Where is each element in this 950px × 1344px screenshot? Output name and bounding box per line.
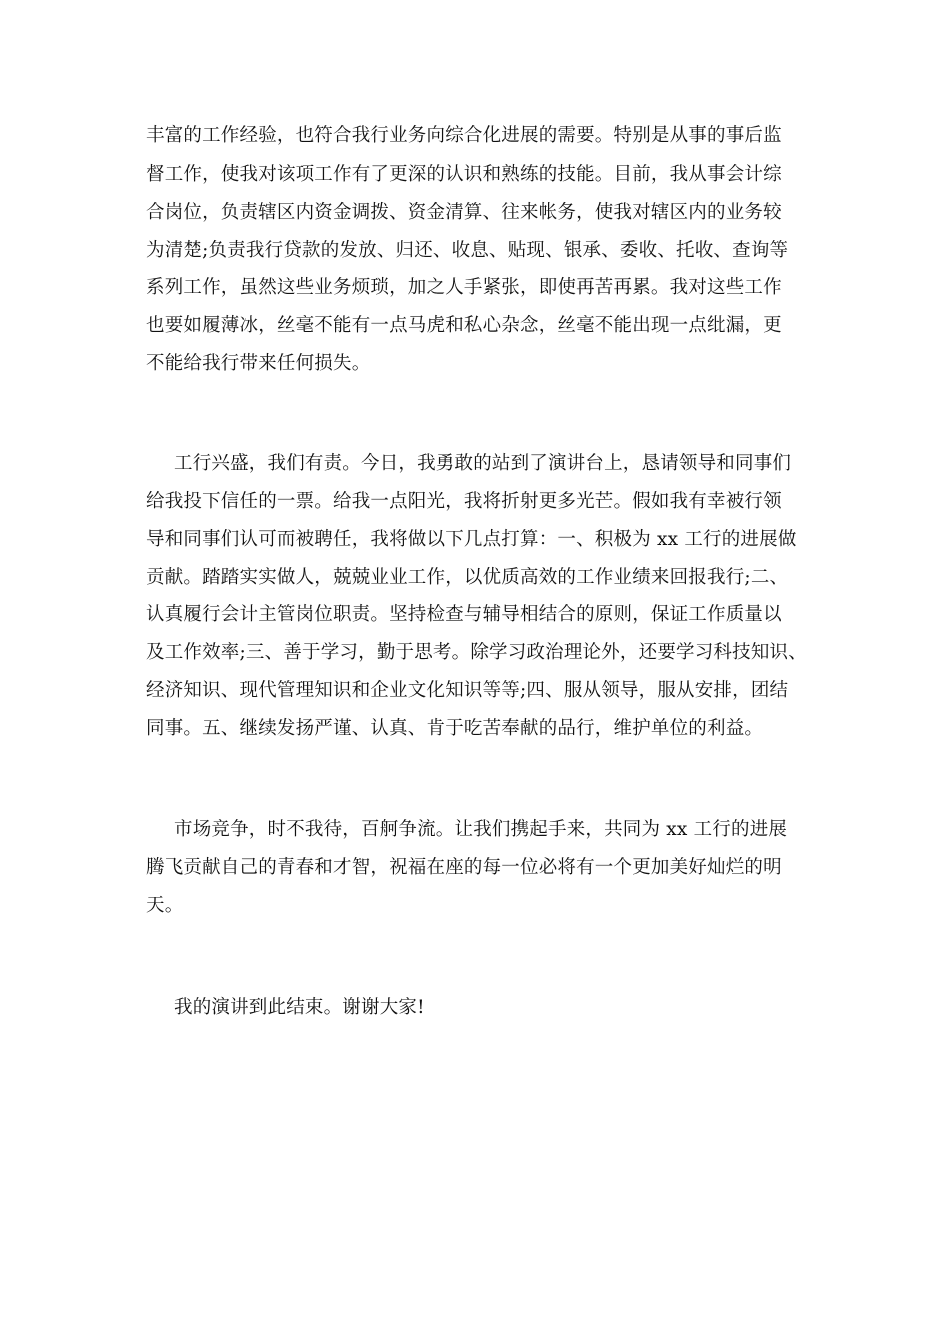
paragraph-1-line-2: 督工作，使我对该项工作有了更深的认识和熟练的技能。目前，我从事会计综 bbox=[146, 164, 782, 185]
paragraph-2-line-3: 导和同事们认可而被聘任，我将做以下几点打算：一、积极为 xx 工行的进展做 bbox=[146, 529, 797, 550]
paragraph-4-line-1: 我的演讲到此结束。谢谢大家! bbox=[174, 997, 425, 1018]
paragraph-1-line-3: 合岗位，负责辖区内资金调拨、资金清算、往来帐务，使我对辖区内的业务较 bbox=[146, 202, 782, 223]
paragraph-2-line-6: 及工作效率;三、善于学习，勤于思考。除学习政治理论外，还要学习科技知识、 bbox=[146, 642, 807, 663]
paragraph-2-line-7: 经济知识、现代管理知识和企业文化知识等等;四、服从领导，服从安排，团结 bbox=[146, 680, 789, 701]
paragraph-3-line-2: 腾飞贡献自己的青春和才智，祝福在座的每一位必将有一个更加美好灿烂的明 bbox=[146, 857, 782, 878]
paragraph-1-line-7: 不能给我行带来任何损失。 bbox=[146, 353, 371, 374]
paragraph-3-line-1: 市场竞争，时不我待，百舸争流。让我们携起手来，共同为 xx 工行的进展 bbox=[174, 819, 788, 840]
paragraph-2-line-5: 认真履行会计主管岗位职责。坚持检查与辅导相结合的原则，保证工作质量以 bbox=[146, 604, 782, 625]
paragraph-1-line-5: 系列工作，虽然这些业务烦琐，加之人手紧张，即使再苦再累。我对这些工作 bbox=[146, 277, 782, 298]
paragraph-2-line-4: 贡献。踏踏实实做人，兢兢业业工作，以优质高效的工作业绩来回报我行;二、 bbox=[146, 567, 789, 588]
paragraph-3-line-3: 天。 bbox=[146, 895, 184, 916]
paragraph-1-line-4: 为清楚;负责我行贷款的发放、归还、收息、贴现、银承、委收、托收、查询等 bbox=[146, 240, 789, 261]
paragraph-2-line-1: 工行兴盛，我们有责。今日，我勇敢的站到了演讲台上，恳请领导和同事们 bbox=[174, 453, 792, 474]
paragraph-1-line-1: 丰富的工作经验，也符合我行业务向综合化进展的需要。特别是从事的事后监 bbox=[146, 125, 782, 146]
paragraph-2-line-8: 同事。五、继续发扬严谨、认真、肯于吃苦奉献的品行，维护单位的利益。 bbox=[146, 718, 764, 739]
paragraph-1-line-6: 也要如履薄冰，丝毫不能有一点马虎和私心杂念，丝毫不能出现一点纰漏，更 bbox=[146, 315, 782, 336]
paragraph-2-line-2: 给我投下信任的一票。给我一点阳光，我将折射更多光芒。假如我有幸被行领 bbox=[146, 491, 782, 512]
